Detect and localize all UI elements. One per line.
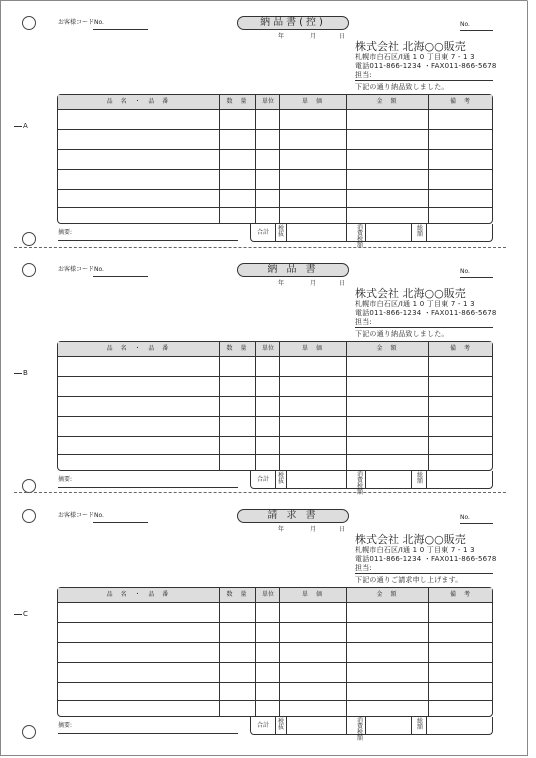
col-amount: 金 額 — [376, 345, 400, 352]
company-phone: 電話011-866-1234 ・FAX011-866-5678 — [355, 62, 497, 70]
col-quantity: 数 量 — [226, 98, 250, 105]
form-title: 納品書(控) — [237, 16, 349, 30]
col-unit-price: 単 価 — [302, 345, 325, 352]
lead-text: 下記の通り納品致しました。 — [355, 330, 449, 338]
summary-label: 摘要: — [58, 229, 73, 236]
company-name: 株式会社 北海○○販売 — [355, 40, 466, 53]
table-row[interactable] — [58, 376, 492, 377]
col-item-name: 品 名 ・ 品 番 — [106, 591, 172, 598]
total-label: 合計 — [257, 476, 270, 483]
table-row[interactable] — [58, 129, 492, 130]
tax-excluded-label: 税抜 — [278, 225, 285, 238]
customer-code-label: お客様コードNo. — [58, 512, 104, 519]
binder-hole-bottom — [22, 232, 36, 246]
person-label: 担当: — [355, 318, 372, 326]
form-section — [0, 16, 536, 256]
cut-line — [14, 492, 506, 493]
tax-excluded-label: 税抜 — [278, 718, 285, 731]
summary-label: 摘要: — [58, 476, 73, 483]
col-unit-price: 単 価 — [302, 98, 325, 105]
consumption-tax-label: 消費税額 — [357, 471, 364, 496]
summary-label: 摘要: — [58, 722, 73, 729]
table-row[interactable] — [58, 642, 492, 643]
binder-hole-bottom — [22, 725, 36, 739]
date-month-label: 月 — [310, 33, 317, 40]
col-amount: 金 額 — [376, 98, 400, 105]
side-mark: B — [14, 369, 28, 377]
date-year-label: 年 — [278, 33, 285, 40]
binder-hole-top — [22, 263, 36, 277]
form-title: 納 品 書 — [237, 263, 349, 277]
company-name: 株式会社 北海○○販売 — [355, 287, 466, 300]
date-year-label: 年 — [278, 526, 285, 533]
cut-line — [14, 247, 506, 248]
consumption-tax-label: 消費税額 — [357, 717, 364, 742]
summary-field[interactable] — [58, 487, 238, 488]
table-row[interactable] — [58, 396, 492, 397]
table-row[interactable] — [58, 700, 492, 701]
totals-footer — [250, 224, 493, 249]
person-field[interactable] — [355, 573, 493, 574]
company-name: 株式会社 北海○○販売 — [355, 533, 466, 546]
col-quantity: 数 量 — [226, 345, 250, 352]
grand-total-label: 総額 — [417, 472, 424, 485]
summary-field[interactable] — [58, 733, 238, 734]
col-item-name: 品 名 ・ 品 番 — [106, 345, 172, 352]
col-unit-price: 単 価 — [302, 591, 325, 598]
grand-total-label: 総額 — [417, 225, 424, 238]
customer-code-field[interactable] — [93, 276, 148, 277]
no-label: No. — [460, 514, 470, 521]
date-day-label: 日 — [339, 33, 346, 40]
form-section — [0, 263, 536, 503]
table-row[interactable] — [58, 454, 492, 455]
table-row[interactable] — [58, 189, 492, 190]
customer-code-field[interactable] — [93, 522, 148, 523]
items-table — [57, 94, 493, 224]
total-label: 合計 — [257, 229, 270, 236]
person-field[interactable] — [355, 80, 493, 81]
col-remarks: 備 考 — [450, 591, 473, 598]
date-month-label: 月 — [310, 280, 317, 287]
date-day-label: 日 — [339, 280, 346, 287]
page-corner-fold — [527, 0, 536, 9]
company-address: 札幌市白石区/I通 1 0 丁目東 7 - 1 3 — [355, 546, 475, 554]
company-phone: 電話011-866-1234 ・FAX011-866-5678 — [355, 309, 497, 317]
totals-footer — [250, 471, 493, 496]
person-label: 担当: — [355, 71, 372, 79]
table-row[interactable] — [58, 662, 492, 663]
company-address: 札幌市白石区/I通 1 0 丁目東 7 - 1 3 — [355, 300, 475, 308]
total-label: 合計 — [257, 722, 270, 729]
customer-code-label: お客様コードNo. — [58, 266, 104, 273]
col-remarks: 備 考 — [450, 345, 473, 352]
person-label: 担当: — [355, 564, 372, 572]
lead-text: 下記の通り納品致しました。 — [355, 83, 449, 91]
consumption-tax-label: 消費税額 — [357, 224, 364, 249]
no-label: No. — [460, 268, 470, 275]
col-unit: 単位 — [261, 98, 274, 105]
form-title: 請 求 書 — [237, 509, 349, 523]
summary-field[interactable] — [58, 240, 238, 241]
company-address: 札幌市白石区/I通 1 0 丁目東 7 - 1 3 — [355, 53, 475, 61]
col-remarks: 備 考 — [450, 98, 473, 105]
form-section — [0, 509, 536, 749]
table-row[interactable] — [58, 682, 492, 683]
no-field[interactable] — [460, 277, 493, 278]
grand-total-label: 総額 — [417, 718, 424, 731]
no-label: No. — [460, 21, 470, 28]
side-mark: C — [14, 610, 28, 618]
items-table — [57, 587, 493, 717]
table-row[interactable] — [58, 149, 492, 150]
customer-code-field[interactable] — [93, 29, 148, 30]
table-row[interactable] — [58, 416, 492, 417]
col-quantity: 数 量 — [226, 591, 250, 598]
table-row[interactable] — [58, 622, 492, 623]
binder-hole-bottom — [22, 479, 36, 493]
binder-hole-top — [22, 16, 36, 30]
items-table — [57, 341, 493, 471]
table-row[interactable] — [58, 169, 492, 170]
col-unit: 単位 — [261, 345, 274, 352]
person-field[interactable] — [355, 327, 493, 328]
company-phone: 電話011-866-1234 ・FAX011-866-5678 — [355, 555, 497, 563]
tax-excluded-label: 税抜 — [278, 472, 285, 485]
side-mark: A — [14, 122, 28, 130]
col-unit: 単位 — [261, 591, 274, 598]
table-row[interactable] — [58, 207, 492, 208]
col-amount: 金 額 — [376, 591, 400, 598]
customer-code-label: お客様コードNo. — [58, 19, 104, 26]
no-field[interactable] — [460, 523, 493, 524]
lead-text: 下記の通りご請求申し上げます。 — [355, 576, 463, 584]
date-year-label: 年 — [278, 280, 285, 287]
date-day-label: 日 — [339, 526, 346, 533]
table-row[interactable] — [58, 436, 492, 437]
binder-hole-top — [22, 509, 36, 523]
totals-footer — [250, 717, 493, 742]
no-field[interactable] — [460, 30, 493, 31]
date-month-label: 月 — [310, 526, 317, 533]
col-item-name: 品 名 ・ 品 番 — [106, 98, 172, 105]
